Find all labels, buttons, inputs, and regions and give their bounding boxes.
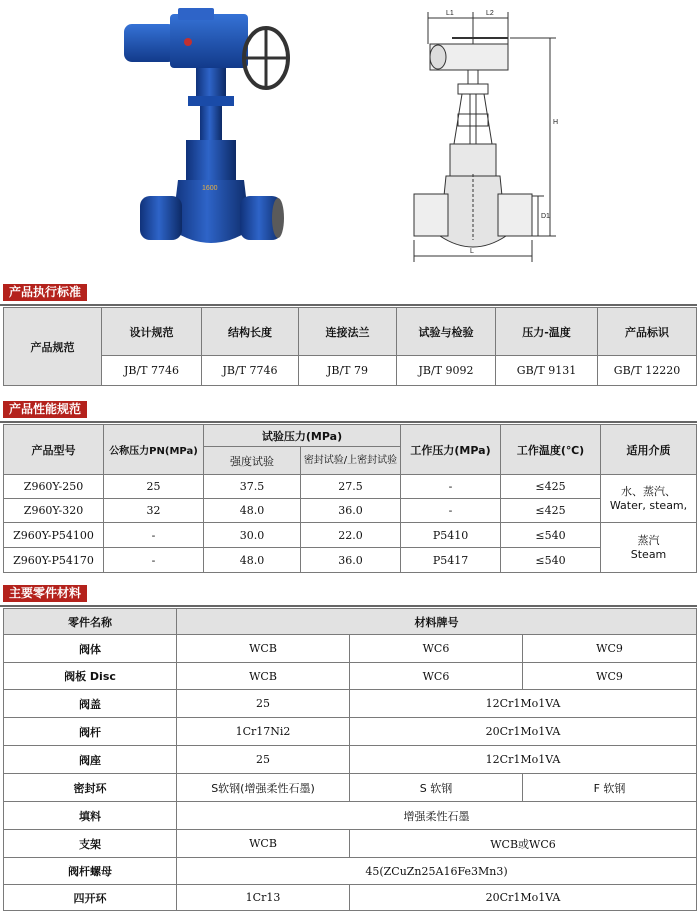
section-divider [0,605,697,607]
perf-temp: ≤540 [501,548,601,573]
standards-header: 产品标识 [598,308,697,356]
perf-model: Z960Y-P54170 [4,548,104,573]
perf-strength: 37.5 [204,475,301,499]
perf-header-media: 适用介质 [601,425,697,475]
mat-value: 20Cr1Mo1VA [350,885,697,911]
mat-header-grade: 材料牌号 [177,609,697,635]
dim-d1-label: D1 [541,213,550,220]
perf-work: P5417 [401,548,501,573]
perf-seal: 22.0 [301,523,401,548]
perf-header-work: 工作压力(MPa) [401,425,501,475]
perf-pn: - [104,523,204,548]
dim-l1-label: L1 [446,10,454,17]
standards-value: JB/T 79 [299,356,397,386]
mat-value: F 软钢 [523,774,697,802]
mat-part-name: 阀杆螺母 [4,858,177,885]
perf-temp: ≤425 [501,499,601,523]
mat-value: S软钢(增强柔性石墨) [177,774,350,802]
perf-pn: 32 [104,499,204,523]
perf-strength: 48.0 [204,548,301,573]
section-divider [0,421,697,423]
perf-seal: 36.0 [301,499,401,523]
mat-value: WCB [177,663,350,690]
valve-photo [118,8,318,256]
section-label-standards: 产品执行标准 [3,284,87,301]
technical-drawing [410,4,570,266]
perf-model: Z960Y-P54100 [4,523,104,548]
perf-media-steam [601,523,697,573]
materials-table [3,608,697,911]
perf-media-line: Steam [630,547,667,561]
perf-model: Z960Y-320 [4,499,104,523]
perf-seal: 36.0 [301,548,401,573]
mat-value: 12Cr1Mo1VA [350,690,697,718]
standards-header: 结构长度 [202,308,299,356]
standards-value: JB/T 7746 [102,356,202,386]
perf-work: P5410 [401,523,501,548]
section-label-performance: 产品性能规范 [3,401,87,418]
perf-pn: - [104,548,204,573]
standards-header: 设计规范 [102,308,202,356]
mat-header-part: 零件名称 [4,609,177,635]
mat-value: WCB [177,830,350,858]
standards-table [3,307,697,386]
perf-header-model: 产品型号 [4,425,104,475]
svg-text:1600: 1600 [202,185,218,192]
mat-value: WC9 [523,663,697,690]
mat-value: 1Cr17Ni2 [177,718,350,746]
mat-part-name: 阀盖 [4,690,177,718]
mat-part-name: 四开环 [4,885,177,911]
perf-temp: ≤540 [501,523,601,548]
dim-h-label: H [553,119,559,126]
perf-media-water-steam [601,475,697,523]
perf-header-test: 试验压力(MPa) [204,425,401,447]
mat-part-name: 阀板 Disc [4,663,177,690]
mat-part-name: 阀杆 [4,718,177,746]
mat-value: S 软钢 [350,774,523,802]
section-label-materials: 主要零件材料 [3,585,87,602]
mat-value: 20Cr1Mo1VA [350,718,697,746]
mat-part-name: 填料 [4,802,177,830]
perf-strength: 30.0 [204,523,301,548]
perf-work: - [401,475,501,499]
mat-value: 45(ZCuZn25A16Fe3Mn3) [177,858,697,885]
standards-value: JB/T 7746 [202,356,299,386]
standards-value: GB/T 9131 [496,356,598,386]
performance-table [3,424,697,573]
dim-l2-label: L2 [486,10,494,17]
mat-value: WC6 [350,635,523,663]
perf-media-line: Water, steam, [609,498,688,512]
perf-header-pn: 公称压力PN(MPa) [104,425,204,475]
standards-header: 试验与检验 [397,308,496,356]
standards-header: 压力-温度 [496,308,598,356]
mat-part-name: 支架 [4,830,177,858]
standards-header: 连接法兰 [299,308,397,356]
perf-strength: 48.0 [204,499,301,523]
standards-row-header: 产品规范 [4,308,102,386]
standards-value: GB/T 12220 [598,356,697,386]
mat-part-name: 阀体 [4,635,177,663]
mat-value: WC6 [350,663,523,690]
mat-value: 12Cr1Mo1VA [350,746,697,774]
perf-header-seal: 密封试验/上密封试验 [301,447,401,475]
perf-pn: 25 [104,475,204,499]
mat-value: WCB [177,635,350,663]
perf-model: Z960Y-250 [4,475,104,499]
section-divider [0,304,697,306]
mat-part-name: 阀座 [4,746,177,774]
perf-temp: ≤425 [501,475,601,499]
mat-value: WC9 [523,635,697,663]
perf-media-line: 蒸汽 [637,533,660,547]
mat-value: 1Cr13 [177,885,350,911]
standards-value: JB/T 9092 [397,356,496,386]
mat-value: WCB或WC6 [350,830,697,858]
mat-value: 25 [177,690,350,718]
perf-header-strength: 强度试验 [204,447,301,475]
perf-header-temp: 工作温度(℃) [501,425,601,475]
perf-work: - [401,499,501,523]
product-illustrations [0,0,700,282]
perf-seal: 27.5 [301,475,401,499]
mat-value: 增强柔性石墨 [177,802,697,830]
mat-part-name: 密封环 [4,774,177,802]
mat-value: 25 [177,746,350,774]
dim-l-label: L [470,248,474,255]
perf-media-line: 水、蒸汽、 [621,484,677,498]
